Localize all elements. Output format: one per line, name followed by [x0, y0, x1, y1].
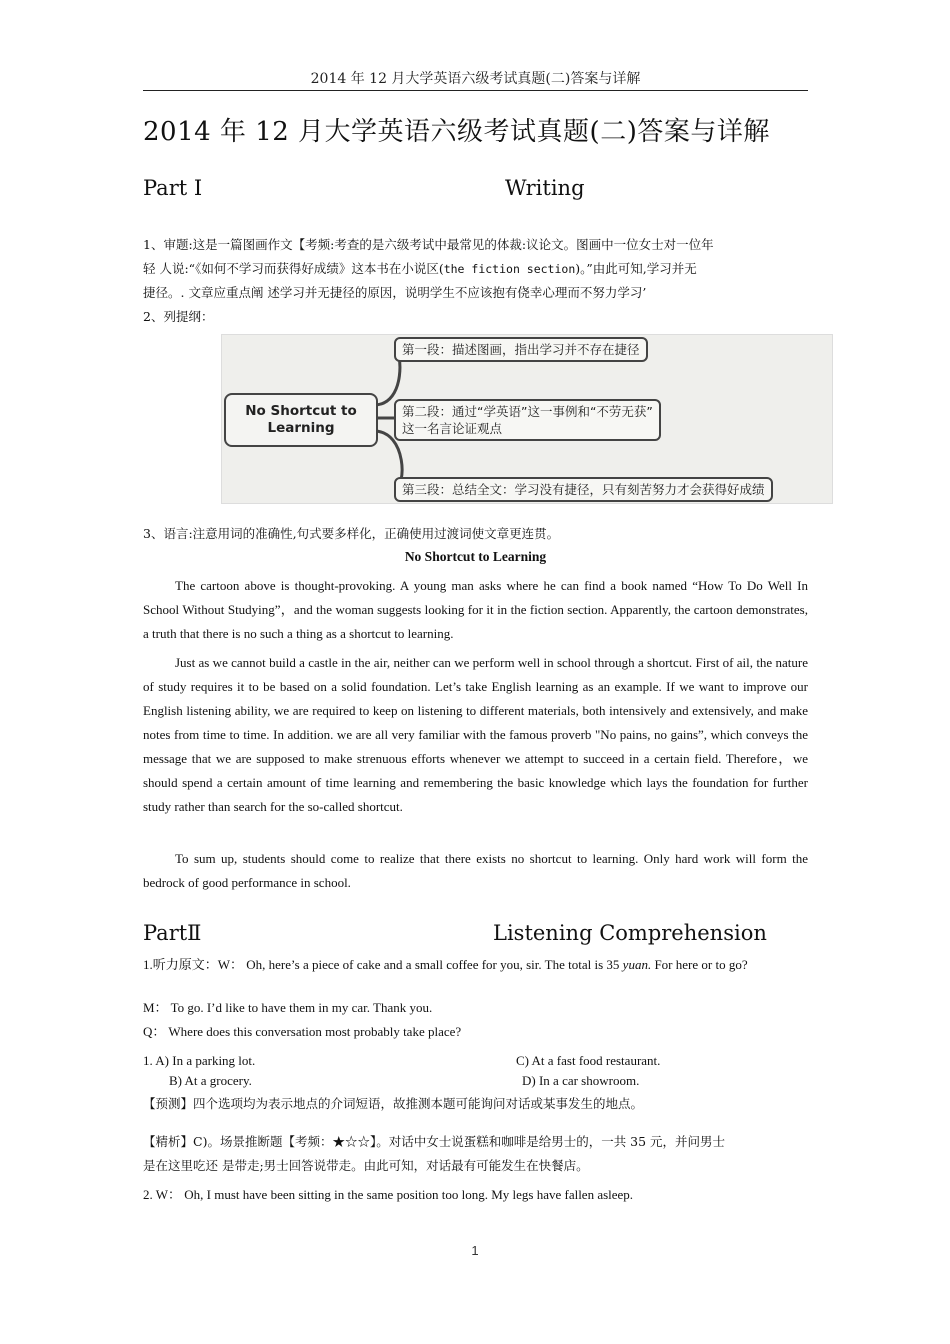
q1-analysis-line2: 是在这里吃还 是带走;男士回答说带走。由此可知，对话最有可能发生在快餐店。 — [143, 1158, 589, 1173]
essay-paragraph-1: The cartoon above is thought-provoking. A young man asks where he can find a book named “How To Do Well In School Without Studying”，and the woman suggests looking for it in the fiction section. Apparently, the cartoon demonstrates, a truth that there is no such a thing as a shortcut to learning. — [143, 578, 808, 641]
mindmap-branch-2-line1: 第二段：通过“学英语”这一事例和“不劳无获” — [402, 404, 653, 419]
q1-analysis — [143, 1130, 808, 1178]
essay-paragraph-2: Just as we cannot build a castle in the air, neither can we perform well in school through a shortcut. First of ail, the nature of study requires it to be based on a solid foundation. Let’s take English learning as an example. If we want to improve our English listening ability, we are required to keep on listening to different materials, both intensively and extensively, and make notes from time to time. In addition. we are all very familiar with the famous proverb "No pains, no gains”, which conveys the message that we are supposed to make strenuous efforts whenever we attempt to succeed in a certain field. Therefore，we should spend a certain amount of time learning and remembering the basic knowledge which lays the foundation for further study rather than search for the so-called shortcut. — [143, 655, 808, 814]
q2-script-woman: 2. W： Oh, I must have been sitting in the same position too long. My legs have fallen asleep. — [143, 1187, 634, 1202]
q1-option-d: D) In a car showroom. — [522, 1073, 640, 1088]
part2-title: Listening Comprehension — [493, 921, 767, 945]
q1-question: Q： Where does this conversation most probably take place? — [143, 1024, 462, 1039]
q1-script-currency: yuan. — [622, 957, 652, 972]
q1-option-c: C) At a fast food restaurant. — [516, 1053, 661, 1068]
q1-option-b: B) At a grocery. — [169, 1073, 252, 1088]
part2-name: PartⅡ — [143, 921, 202, 945]
item2-outline-label: 2、列提纲： — [143, 309, 214, 324]
q1-analysis-line1: 【精析】C)。场景推断题【考频：★☆☆】。对话中女士说蛋糕和咖啡是给男士的，一共 35 元，并问男士 — [143, 1134, 726, 1149]
essay-title: No Shortcut to Learning — [404, 549, 547, 564]
header-rule — [143, 90, 808, 91]
running-header: 2014 年 12 月大学英语六级考试真题(二)答案与详解 — [310, 71, 641, 87]
item1-line3: 捷径。. 文章应重点阐 述学习并无捷径的原因，说明学生不应该抱有侥幸心理而不努力学习’ — [143, 285, 647, 300]
item1-line2 — [143, 257, 808, 281]
item3-language-note: 3、语言:注意用词的准确性,句式要多样化，正确使用过渡词使文章更连贯。 — [143, 526, 560, 541]
mindmap-branch-3: 第三段：总结全文：学习没有捷径，只有刻苦努力才会获得好成绩 — [394, 477, 773, 502]
item1-line2-mono: the fiction section — [443, 262, 576, 276]
mindmap-branch-2-line2: 这一名言论证观点 — [402, 421, 503, 436]
q1-option-a: 1. A) In a parking lot. — [143, 1053, 256, 1068]
item1-instruction — [143, 233, 808, 305]
q1-prediction: 【预测】四个选项均为表示地点的介词短语，故推测本题可能询问对话或某事发生的地点。 — [143, 1096, 644, 1111]
page-number: 1 — [471, 1243, 479, 1258]
q1-script-pre: 1.听力原文：W： Oh, here’s a piece of cake and a small coffee for you, sir. The total is 35 — [143, 957, 623, 972]
item1-line2-post: )。”由此可知,学习并无 — [575, 261, 697, 276]
item1-line2-pre: 轻 人说:“《如何不学习而获得好成绩》这本书在小说区( — [143, 261, 444, 276]
document-title: 2014 年 12 月大学英语六级考试真题(二)答案与详解 — [143, 117, 770, 147]
mindmap-branch-2 — [394, 399, 661, 441]
q1-script-man: M： To go. I’d like to have them in my car. Thank you. — [143, 1000, 433, 1015]
mindmap-figure — [221, 334, 833, 504]
part1-name: Part Ⅰ — [143, 176, 203, 200]
q1-script-post: For here or to go? — [651, 957, 748, 972]
q1-script-woman — [143, 954, 808, 975]
part1-heading — [143, 176, 808, 206]
part1-title: Writing — [505, 176, 585, 200]
mindmap-center-node: No Shortcut to Learning — [224, 393, 378, 447]
essay-paragraph-3: To sum up, students should come to realize that there exists no shortcut to learning. Only hard work will form the bedrock of good performance in school. — [143, 851, 808, 890]
mindmap-branch-1: 第一段：描述图画，指出学习并不存在捷径 — [394, 337, 648, 362]
part2-heading — [143, 921, 808, 951]
item1-line1: 1、审题:这是一篇图画作文【考频:考查的是六级考试中最常见的体裁:议论文。图画中一位女士对一位年 — [143, 237, 714, 252]
